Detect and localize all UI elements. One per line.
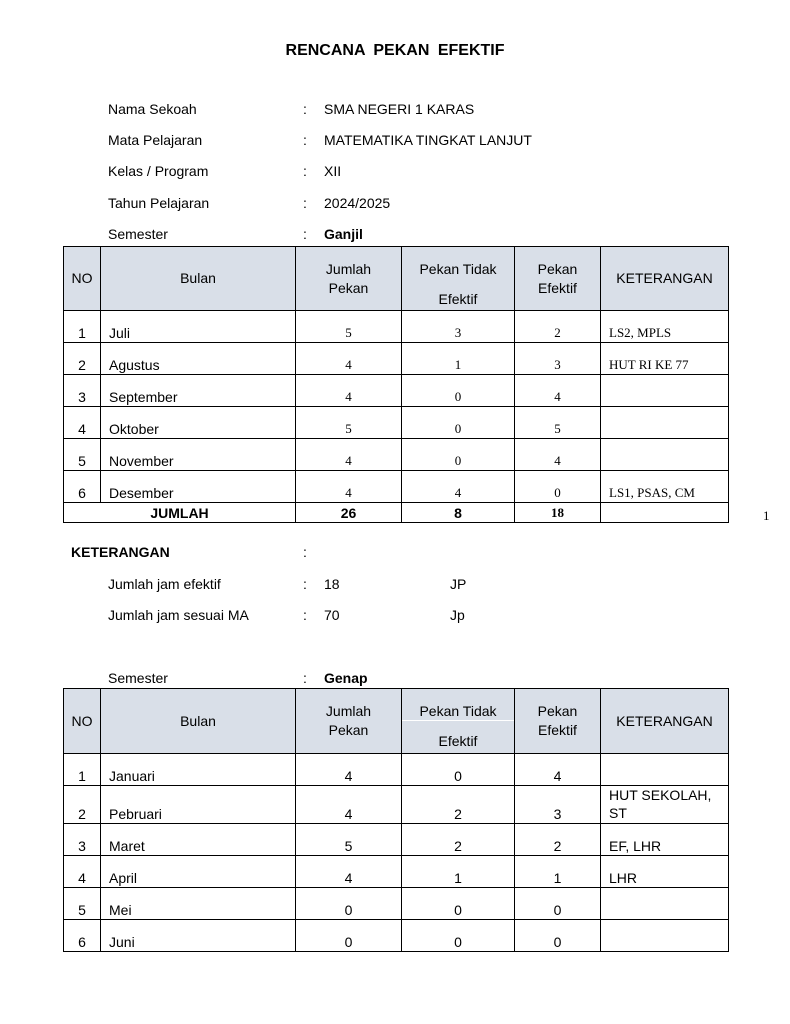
total-jumlah: 26 <box>296 503 402 523</box>
info-colon: : <box>303 101 307 117</box>
table-row: 2 Pebruari 4 2 3 HUT SEKOLAH, ST <box>64 786 729 824</box>
table-row: 2 Agustus 4 1 3 HUT RI KE 77 <box>64 343 729 375</box>
header-jumlah-pekan: Jumlah Pekan <box>296 247 402 311</box>
table-total-row <box>64 503 729 523</box>
table-row: 6 Desember 4 4 0 LS1, PSAS, CM <box>64 471 729 503</box>
table-header-row <box>64 689 729 754</box>
table-row: 5 November 4 0 4 <box>64 439 729 471</box>
info-colon: : <box>303 195 307 211</box>
header-no: NO <box>64 689 101 754</box>
header-pekan-tidak-efektif: Pekan Tidak Efektif <box>402 247 515 311</box>
header-pekan-efektif: Pekan Efektif <box>515 247 601 311</box>
table-row: 1 Januari 4 0 4 <box>64 754 729 786</box>
info-label-kelas: Kelas / Program <box>108 163 209 179</box>
total-efektif: 18 <box>515 503 601 523</box>
table-row: 4 April 4 1 1 LHR <box>64 856 729 888</box>
total-label: JUMLAH <box>64 503 296 523</box>
edge-mark: 1 <box>763 508 770 523</box>
header-no: NO <box>64 247 101 311</box>
semester1-table <box>63 246 729 523</box>
keterangan-unit-jam-ma: Jp <box>450 607 465 623</box>
info-label-tahun: Tahun Pelajaran <box>108 195 210 211</box>
keterangan-value-jam-efektif: 18 <box>324 576 340 592</box>
info-label-nama-sekolah: Nama Sekoah <box>108 101 197 117</box>
semester2-value: Genap <box>324 670 368 686</box>
info-colon: : <box>303 576 307 592</box>
info-label-mata-pelajaran: Mata Pelajaran <box>108 132 203 148</box>
info-colon: : <box>303 544 307 560</box>
header-pekan-efektif: Pekan Efektif <box>515 689 601 754</box>
info-colon: : <box>303 163 307 179</box>
table-row: 4 Oktober 5 0 5 <box>64 407 729 439</box>
semester2-table <box>63 688 729 952</box>
header-bulan: Bulan <box>101 247 296 311</box>
keterangan-label-jam-ma: Jumlah jam sesuai MA <box>108 607 249 623</box>
total-tidak: 8 <box>402 503 515 523</box>
table-row: 5 Mei 0 0 0 <box>64 888 729 920</box>
info-value-nama-sekolah: SMA NEGERI 1 KARAS <box>324 101 475 117</box>
info-colon: : <box>303 226 307 242</box>
header-pekan-tidak-efektif: Pekan Tidak Efektif <box>402 689 515 754</box>
semester1-label: Semester <box>108 226 168 242</box>
info-colon: : <box>303 607 307 623</box>
info-value-mata-pelajaran: MATEMATIKA TINGKAT LANJUT <box>324 132 532 148</box>
table-row: 1 Juli 5 3 2 LS2, MPLS <box>64 311 729 343</box>
keterangan-unit-jam-efektif: JP <box>450 576 467 592</box>
table-row: 6 Juni 0 0 0 <box>64 920 729 952</box>
keterangan-label-jam-efektif: Jumlah jam efektif <box>108 576 221 592</box>
table-header-row <box>64 247 729 311</box>
semester1-value: Ganjil <box>324 226 363 242</box>
page-title: RENCANA PEKAN EFEKTIF <box>285 42 505 59</box>
header-jumlah-pekan: Jumlah Pekan <box>296 689 402 754</box>
keterangan-value-jam-ma: 70 <box>324 607 340 623</box>
header-keterangan: KETERANGAN <box>601 247 729 311</box>
table-row: 3 Maret 5 2 2 EF, LHR <box>64 824 729 856</box>
header-bulan: Bulan <box>101 689 296 754</box>
info-colon: : <box>303 132 307 148</box>
table-row: 3 September 4 0 4 <box>64 375 729 407</box>
header-keterangan: KETERANGAN <box>601 689 729 754</box>
keterangan-heading: KETERANGAN <box>71 544 170 560</box>
info-value-kelas: XII <box>324 163 342 179</box>
info-value-tahun: 2024/2025 <box>324 195 391 211</box>
semester2-label: Semester <box>108 670 168 686</box>
info-colon: : <box>303 670 307 686</box>
